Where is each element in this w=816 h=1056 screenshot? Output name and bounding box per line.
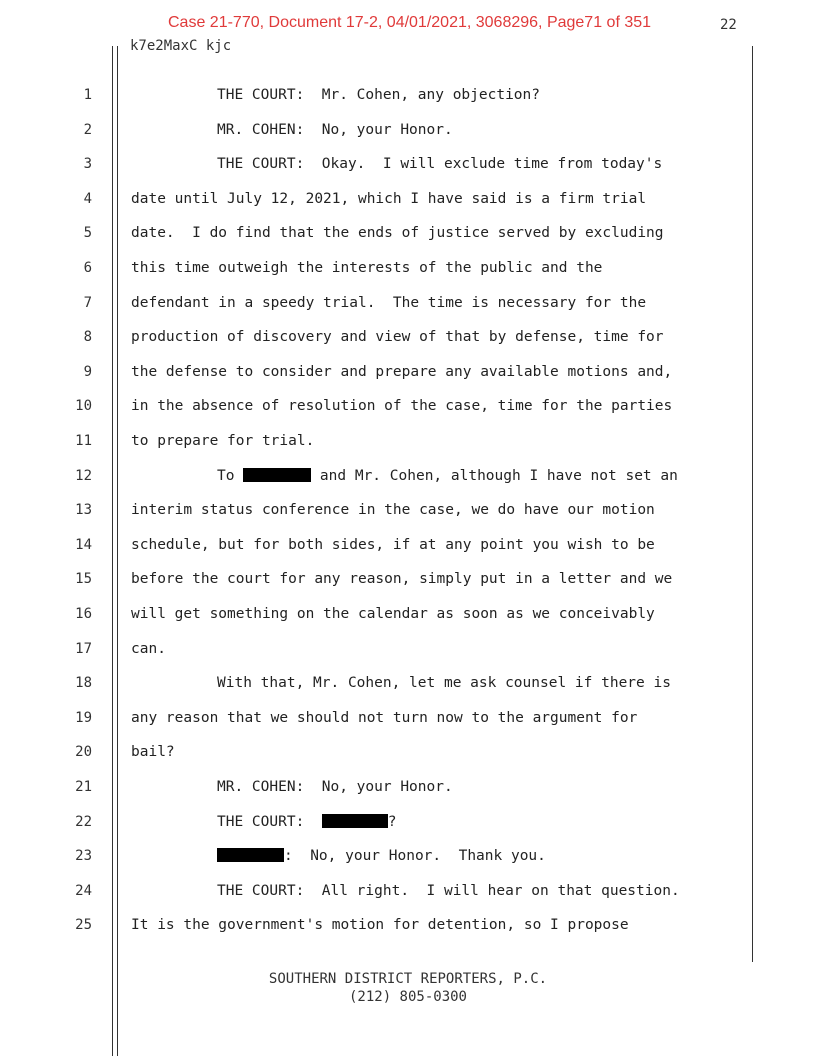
line-text: schedule, but for both sides, if at any point you wish to be — [131, 536, 655, 553]
line-text: can. — [131, 640, 166, 657]
transcript-line — [0, 632, 816, 667]
reporter-name: SOUTHERN DISTRICT REPORTERS, P.C. — [268, 971, 548, 987]
line-text: It is the government's motion for detention, so I propose — [131, 917, 629, 934]
line-text: With that, Mr. Cohen, let me ask counsel if there is — [217, 675, 671, 692]
transcript-line — [0, 805, 816, 840]
line-text-after-redaction: : No, your Honor. Thank you. — [284, 848, 546, 865]
line-text: to prepare for trial. — [131, 433, 315, 449]
line-number: 5 — [83, 225, 92, 242]
transcript-line — [0, 320, 816, 355]
line-text: the defense to consider and prepare any available motions and, — [131, 363, 673, 380]
transcript-line — [0, 874, 816, 909]
line-text-after-redaction: ? — [387, 813, 397, 830]
transcript-line — [0, 355, 816, 390]
line-text: production of discovery and view of that by defense, time for — [131, 329, 664, 346]
line-number: 15 — [75, 571, 92, 588]
transcript-line — [0, 78, 816, 113]
line-number: 6 — [83, 260, 92, 276]
line-text: date until July 12, 2021, which I have said is a firm trial — [131, 190, 647, 207]
transcript-line — [0, 562, 816, 597]
line-number: 22 — [75, 813, 92, 830]
transcript-line — [0, 493, 816, 528]
line-text — [217, 839, 546, 874]
transcript-line — [0, 147, 816, 182]
line-number: 2 — [83, 121, 92, 138]
line-text: MR. COHEN: No, your Honor. — [217, 779, 453, 795]
line-number: 23 — [75, 848, 92, 865]
line-number: 8 — [83, 329, 92, 346]
line-text-before-redaction: To — [217, 467, 244, 484]
line-number: 16 — [75, 606, 92, 622]
line-text: interim status conference in the case, we do have our motion — [131, 502, 655, 519]
transcript-line — [0, 251, 816, 286]
transcript-line — [0, 597, 816, 632]
line-text-before-redaction: THE COURT: — [217, 813, 322, 830]
line-number: 14 — [75, 536, 92, 553]
transcript-line — [0, 908, 816, 943]
line-number: 9 — [83, 363, 92, 380]
line-number: 3 — [83, 156, 92, 173]
line-text: THE COURT: Okay. I will exclude time from today's — [217, 156, 663, 173]
line-text-after-redaction: and Mr. Cohen, although I have not set an — [311, 467, 678, 484]
line-text: in the absence of resolution of the case, time for the parties — [131, 398, 673, 415]
line-number: 10 — [75, 398, 92, 415]
line-number: 18 — [75, 675, 92, 692]
reporter-footer — [0, 970, 816, 1006]
line-number: 25 — [75, 917, 92, 934]
transcript-line — [0, 389, 816, 424]
line-text: this time outweigh the interests of the public and the — [131, 260, 603, 276]
page-number: 22 — [720, 17, 737, 33]
transcript-line — [0, 182, 816, 217]
redaction-bar — [243, 468, 311, 482]
transcript-line — [0, 286, 816, 321]
line-number: 11 — [75, 433, 92, 449]
line-text: before the court for any reason, simply put in a letter and we — [131, 571, 673, 588]
line-number: 12 — [75, 467, 92, 484]
transcript-line — [0, 113, 816, 148]
line-text — [217, 805, 397, 840]
transcript-line — [0, 701, 816, 736]
reporter-phone: (212) 805-0300 — [348, 989, 467, 1005]
transcript-line — [0, 770, 816, 805]
line-text: MR. COHEN: No, your Honor. — [217, 121, 453, 138]
line-text: date. I do find that the ends of justice served by excluding — [131, 225, 664, 242]
line-text: THE COURT: Mr. Cohen, any objection? — [217, 87, 541, 103]
transcript-code: k7e2MaxC kjc — [130, 38, 232, 54]
line-text — [217, 459, 678, 494]
line-text: defendant in a speedy trial. The time is necessary for the — [131, 294, 647, 311]
line-text: will get something on the calendar as soon as we conceivably — [131, 606, 655, 622]
line-number: 24 — [75, 882, 92, 899]
redaction-bar — [217, 848, 284, 862]
line-number: 4 — [83, 190, 92, 207]
line-number: 21 — [75, 779, 92, 795]
transcript-line — [0, 216, 816, 251]
transcript-line — [0, 459, 816, 494]
transcript-line — [0, 528, 816, 563]
case-header: Case 21-770, Document 17-2, 04/01/2021, 3068296, Page71 of 351 — [168, 14, 652, 31]
line-number: 1 — [83, 87, 92, 103]
line-text: bail? — [131, 744, 175, 761]
transcript-line — [0, 839, 816, 874]
transcript-line — [0, 424, 816, 459]
redaction-bar — [322, 814, 388, 828]
line-number: 7 — [83, 294, 92, 311]
transcript-line — [0, 666, 816, 701]
line-number: 20 — [75, 744, 92, 761]
line-text: THE COURT: All right. I will hear on that question. — [217, 882, 680, 899]
transcript-line — [0, 735, 816, 770]
line-number: 17 — [75, 640, 92, 657]
line-number: 19 — [75, 709, 92, 726]
line-text: any reason that we should not turn now to the argument for — [131, 709, 638, 726]
line-number: 13 — [75, 502, 92, 519]
